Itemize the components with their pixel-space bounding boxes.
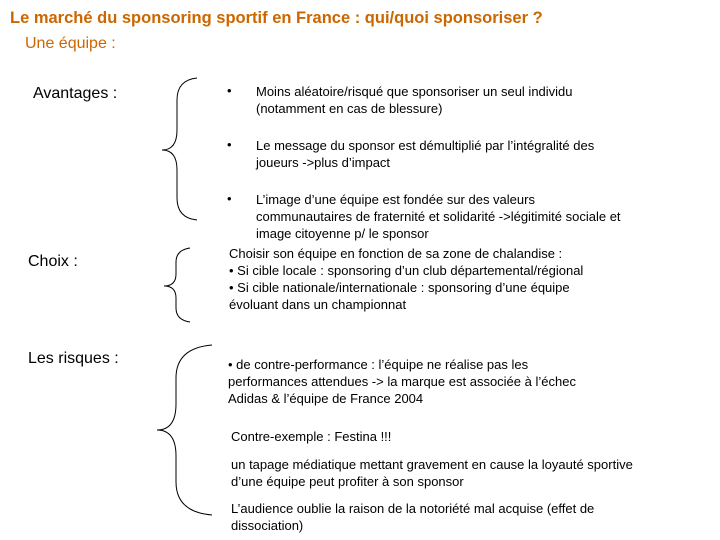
avantages-item-1-line-1: Moins aléatoire/risqué que sponsoriser un seul individu: [256, 84, 573, 99]
risques-block-1-line-3: Adidas & l’équipe de France 2004: [228, 391, 424, 406]
risques-label: Les risques :: [28, 350, 119, 367]
page-title: Le marché du sponsoring sportif en France : qui/quoi sponsoriser ?: [10, 9, 543, 27]
avantages-item-1-line-2: (notamment en cas de blessure): [256, 101, 443, 116]
avantages-item-2-line-1: Le message du sponsor est démultiplié par l’intégralité des: [256, 138, 595, 153]
avantages-item-2-line-2: joueurs ->plus d’impact: [256, 155, 391, 170]
contre-exemple: Contre-exemple : Festina !!!: [231, 429, 392, 444]
page-subtitle: Une équipe :: [25, 35, 116, 52]
choix-line-1: Choisir son équipe en fonction de sa zone de chalandise :: [229, 246, 563, 261]
avantages-item-3-line-1: L’image d’une équipe est fondée sur des valeurs: [256, 192, 535, 207]
avantages-item-3-line-2: communautaires de fraternité et solidarité ->légitimité sociale et: [256, 209, 621, 224]
risques-block-3-line-2: dissociation): [231, 518, 304, 533]
avantages-label: Avantages :: [33, 85, 118, 102]
risques-block-1-line-1: • de contre-performance : l’équipe ne réalise pas les: [228, 357, 529, 372]
choix-label: Choix :: [28, 253, 78, 270]
bullet-1: •: [227, 83, 232, 98]
bullet-2: •: [227, 137, 232, 152]
risques-block-3-line-1: L’audience oublie la raison de la notoriété mal acquise (effet de: [231, 501, 595, 516]
risques-block-2-line-1: un tapage médiatique mettant gravement en cause la loyauté sportive: [231, 457, 633, 472]
avantages-item-3-line-3: image citoyenne p/ le sponsor: [256, 226, 429, 241]
choix-line-3: • Si cible nationale/internationale : sponsoring d’une équipe: [229, 280, 570, 295]
choix-line-4: évoluant dans un championnat: [229, 297, 407, 312]
risques-block-1-line-2: performances attendues -> la marque est associée à l’échec: [228, 374, 576, 389]
risques-block-2-line-2: d’une équipe peut profiter à son sponsor: [231, 474, 464, 489]
choix-line-2: • Si cible locale : sponsoring d’un club départemental/régional: [229, 263, 584, 278]
bullet-3: •: [227, 191, 232, 206]
